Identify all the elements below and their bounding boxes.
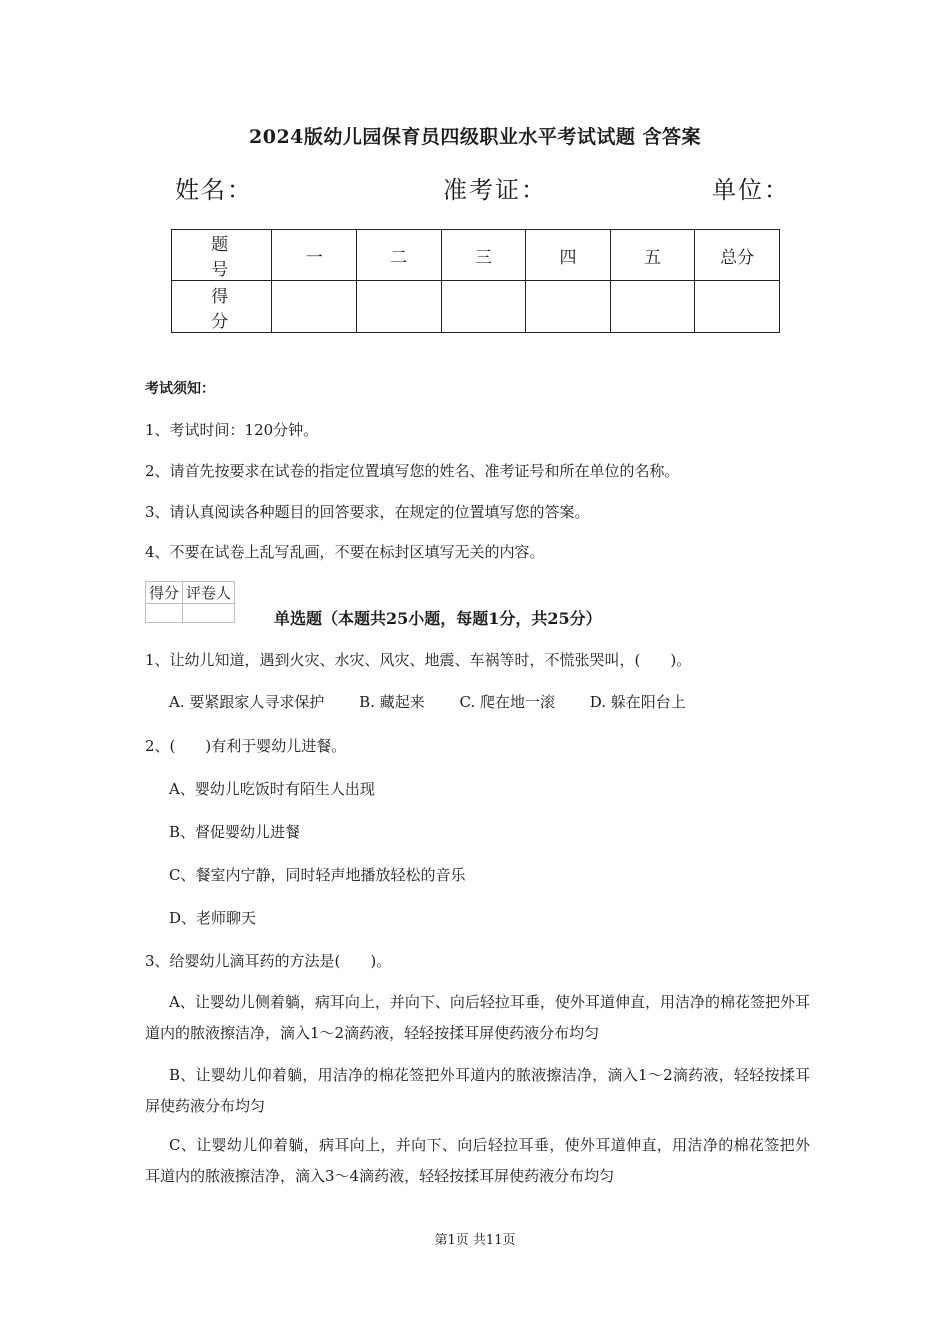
question-1-stem: 1、让幼儿知道，遇到火灾、水灾、风灾、地震、车祸等时，不慌张哭叫，( )。 (145, 651, 692, 669)
score-cell-4 (526, 281, 611, 333)
notice-item-2: 2、请首先按要求在试卷的指定位置填写您的姓名、准考证号和所在单位的名称。 (145, 462, 680, 480)
score-table-header-row (172, 230, 780, 281)
score-cell-total (695, 281, 780, 333)
q1-option-d: D. 躲在阳台上 (589, 693, 686, 711)
score-cell-1 (272, 281, 357, 333)
header-col-1: 一 (272, 230, 357, 281)
q2-option-c: C、餐室内宁静，同时轻声地播放轻松的音乐 (169, 866, 466, 884)
question-3-stem: 3、给婴幼儿滴耳药的方法是( )。 (145, 952, 392, 970)
q3-option-a: A、让婴幼儿侧着躺，病耳向上，并向下、向后轻拉耳垂，使外耳道伸直，用洁净的棉花签把外耳道内的脓液擦洁净，滴入1～2滴药液，轻轻按揉耳屏使药液分布均匀 (145, 993, 810, 1042)
header-col-4: 四 (526, 230, 611, 281)
header-total: 总分 (695, 230, 780, 281)
grader-score-cell (146, 604, 183, 623)
grader-score-label: 得分 (146, 582, 183, 604)
notice-heading: 考试须知： (145, 381, 215, 397)
q2-option-a: A、婴幼儿吃饭时有陌生人出现 (169, 780, 375, 798)
grader-reviewer-label: 评卷人 (183, 582, 235, 604)
header-col-2: 二 (357, 230, 442, 281)
page-footer: 第1页 共11页 (434, 1233, 516, 1248)
question-1-options (169, 691, 716, 712)
page-title: 2024版幼儿园保育员四级职业水平考试试题 含答案 (249, 126, 701, 148)
notice-item-1: 1、考试时间：120分钟。 (145, 421, 319, 439)
q1-option-b: B. 藏起来 (359, 693, 425, 711)
notice-item-3: 3、请认真阅读各种题目的回答要求，在规定的位置填写您的答案。 (145, 503, 590, 521)
score-table (171, 229, 780, 333)
exam-id-label: 准考证： (443, 176, 547, 204)
score-table-score-row (172, 281, 780, 333)
section-title: 单选题（本题共25小题，每题1分，共25分） (274, 609, 602, 628)
q2-option-d: D、老师聊天 (169, 909, 257, 927)
score-row-label: 得 分 (172, 281, 272, 333)
header-col-3: 三 (441, 230, 526, 281)
unit-label: 单位： (712, 176, 790, 204)
q2-option-b: B、督促婴幼儿进餐 (169, 823, 301, 841)
name-label: 姓名： (175, 176, 253, 204)
grader-table (145, 581, 235, 623)
header-question-no: 题 号 (172, 230, 272, 281)
q3-option-b: B、让婴幼儿仰着躺，用洁净的棉花签把外耳道内的脓液擦洁净，滴入1～2滴药液，轻轻按揉耳屏使药液分布均匀 (145, 1066, 810, 1115)
grader-reviewer-cell (183, 604, 235, 623)
notice-item-4: 4、不要在试卷上乱写乱画，不要在标封区填写无关的内容。 (145, 543, 545, 561)
score-cell-3 (441, 281, 526, 333)
q1-option-c: C. 爬在地一滚 (459, 693, 555, 711)
score-cell-2 (357, 281, 442, 333)
question-2-stem: 2、( )有利于婴幼儿进餐。 (145, 737, 347, 755)
score-cell-5 (610, 281, 695, 333)
q1-option-a: A. 要紧跟家人寻求保护 (169, 693, 325, 711)
q3-option-c: C、让婴幼儿仰着躺，病耳向上，并向下、向后轻拉耳垂，使外耳道伸直，用洁净的棉花签把外耳道内的脓液擦洁净，滴入3～4滴药液，轻轻按揉耳屏使药液分布均匀 (145, 1136, 810, 1185)
header-col-5: 五 (610, 230, 695, 281)
